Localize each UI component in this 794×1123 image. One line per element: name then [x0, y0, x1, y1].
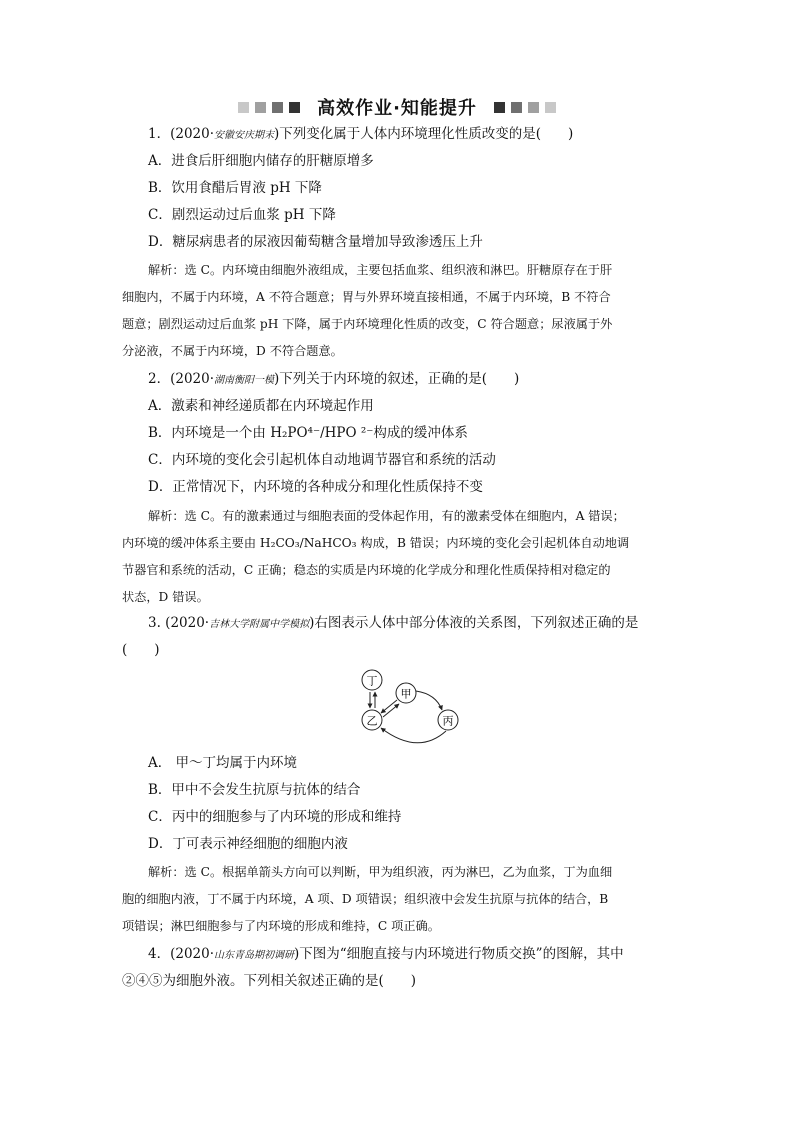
node-ding [362, 670, 382, 690]
q2-option-a: A．激素和神经递质都在内环境起作用 [148, 398, 374, 414]
node-jia [396, 683, 416, 703]
q2-analysis-line: 内环境的缓冲体系主要由 H₂CO₃/NaHCO₃ 构成，B 错误；内环境的变化会引起机体自动地调 [122, 536, 630, 550]
question-3-stem-continued: ( ) [122, 642, 160, 658]
q1-option-a: A．进食后肝细胞内储存的肝糖原增多 [148, 153, 374, 169]
page-header [0, 94, 794, 120]
decor-square [272, 102, 283, 113]
decor-square [255, 102, 266, 113]
arrow-jia-to-bing [416, 691, 442, 710]
q3-option-b: B．甲中不会发生抗原与抗体的结合 [148, 782, 361, 798]
question-source: 山东青岛期初调研 [214, 950, 295, 961]
decor-square [511, 102, 522, 113]
q3-option-a: A． 甲～丁均属于内环境 [148, 755, 298, 771]
question-text: )下列关于内环境的叙述，正确的是( ) [274, 371, 520, 387]
q2-analysis-line: 状态，D 错误。 [122, 590, 209, 604]
question-text: )右图表示人体中部分体液的关系图，下列叙述正确的是 [309, 615, 639, 631]
arrow-bing-to-yi [381, 728, 446, 743]
node-bing [438, 710, 458, 730]
node-ding-label: 丁 [366, 674, 378, 688]
node-yi [362, 710, 382, 730]
decor-square [528, 102, 539, 113]
q1-option-d: D．糖尿病患者的尿液因葡萄糖含量增加导致渗透压上升 [148, 234, 483, 250]
q2-analysis-line: 节器官和系统的活动，C 正确；稳态的实质是内环境的化学成分和理化性质保持相对稳定的 [122, 563, 611, 577]
decor-square [289, 102, 300, 113]
decor-square [494, 102, 505, 113]
question-text: )下图为“细胞直接与内环境进行物质交换”的图解，其中 [294, 946, 624, 962]
q3-analysis-line: 解析：选 C。根据单箭头方向可以判断，甲为组织液，丙为淋巴，乙为血浆，丁为血细 [148, 865, 613, 879]
q1-analysis-line: 解析：选 C。内环境由细胞外液组成，主要包括血浆、组织液和淋巴。肝糖原存在于肝 [148, 263, 613, 277]
q2-option-d: D．正常情况下，内环境的各种成分和理化性质保持不变 [148, 479, 483, 495]
question-number: 1．(2020· [148, 126, 215, 142]
question-text: )下列变化属于人体内环境理化性质改变的是( ) [274, 126, 574, 142]
question-4-stem-continued: ②④⑤为细胞外液。下列相关叙述正确的是( ) [122, 973, 417, 989]
q2-analysis-line: 解析：选 C。有的激素通过与细胞表面的受体起作用，有的激素受体在细胞内，A 错误； [148, 509, 625, 523]
node-jia-label: 甲 [400, 687, 412, 701]
question-number: 4．(2020· [148, 946, 215, 962]
question-4-stem [148, 944, 624, 966]
node-yi-label: 乙 [366, 714, 378, 728]
q3-analysis-line: 胞的细胞内液，丁不属于内环境，A 项、D 项错误；组织液中会发生抗原与抗体的结合，B [122, 892, 609, 906]
question-2-stem [148, 369, 519, 391]
question-number: 2．(2020· [148, 371, 215, 387]
q3-option-d: D．丁可表示神经细胞的细胞内液 [148, 836, 348, 852]
question-source: 安徽安庆期末 [214, 130, 275, 141]
body-fluid-diagram [348, 668, 478, 750]
question-number: 3. (2020· [148, 615, 210, 631]
q2-option-b: B．内环境是一个由 H₂PO⁴⁻/HPO ²⁻构成的缓冲体系 [148, 425, 468, 441]
q1-option-b: B．饮用食醋后胃液 pH 下降 [148, 180, 322, 196]
q1-analysis-line: 细胞内，不属于内环境，A 不符合题意；胃与外界环境直接相通，不属于内环境，B 不符合 [122, 290, 611, 304]
q2-option-c: C．内环境的变化会引起机体自动地调节器官和系统的活动 [148, 452, 496, 468]
question-3-stem [148, 613, 638, 635]
q1-analysis-line: 分泌液，不属于内环境，D 不符合题意。 [122, 344, 343, 358]
decor-square [238, 102, 249, 113]
arrow-jia-to-yi [381, 700, 397, 713]
q1-option-c: C．剧烈运动过后血浆 pH 下降 [148, 207, 336, 223]
arrow-yi-to-jia [383, 704, 399, 717]
question-source: 湖南衡阳一模 [214, 375, 275, 386]
page-title: 高效作业·知能提升 [317, 98, 477, 119]
question-1-stem [148, 124, 573, 146]
q1-analysis-line: 题意；剧烈运动过后血浆 pH 下降，属于内环境理化性质的改变，C 符合题意；尿液属于外 [122, 317, 613, 331]
decor-square [545, 102, 556, 113]
question-source: 吉林大学附属中学模拟 [209, 619, 310, 630]
q3-analysis-line: 项错误；淋巴细胞参与了内环境的形成和维持，C 项正确。 [122, 919, 440, 933]
q3-option-c: C．丙中的细胞参与了内环境的形成和维持 [148, 809, 402, 825]
node-bing-label: 丙 [442, 714, 454, 728]
